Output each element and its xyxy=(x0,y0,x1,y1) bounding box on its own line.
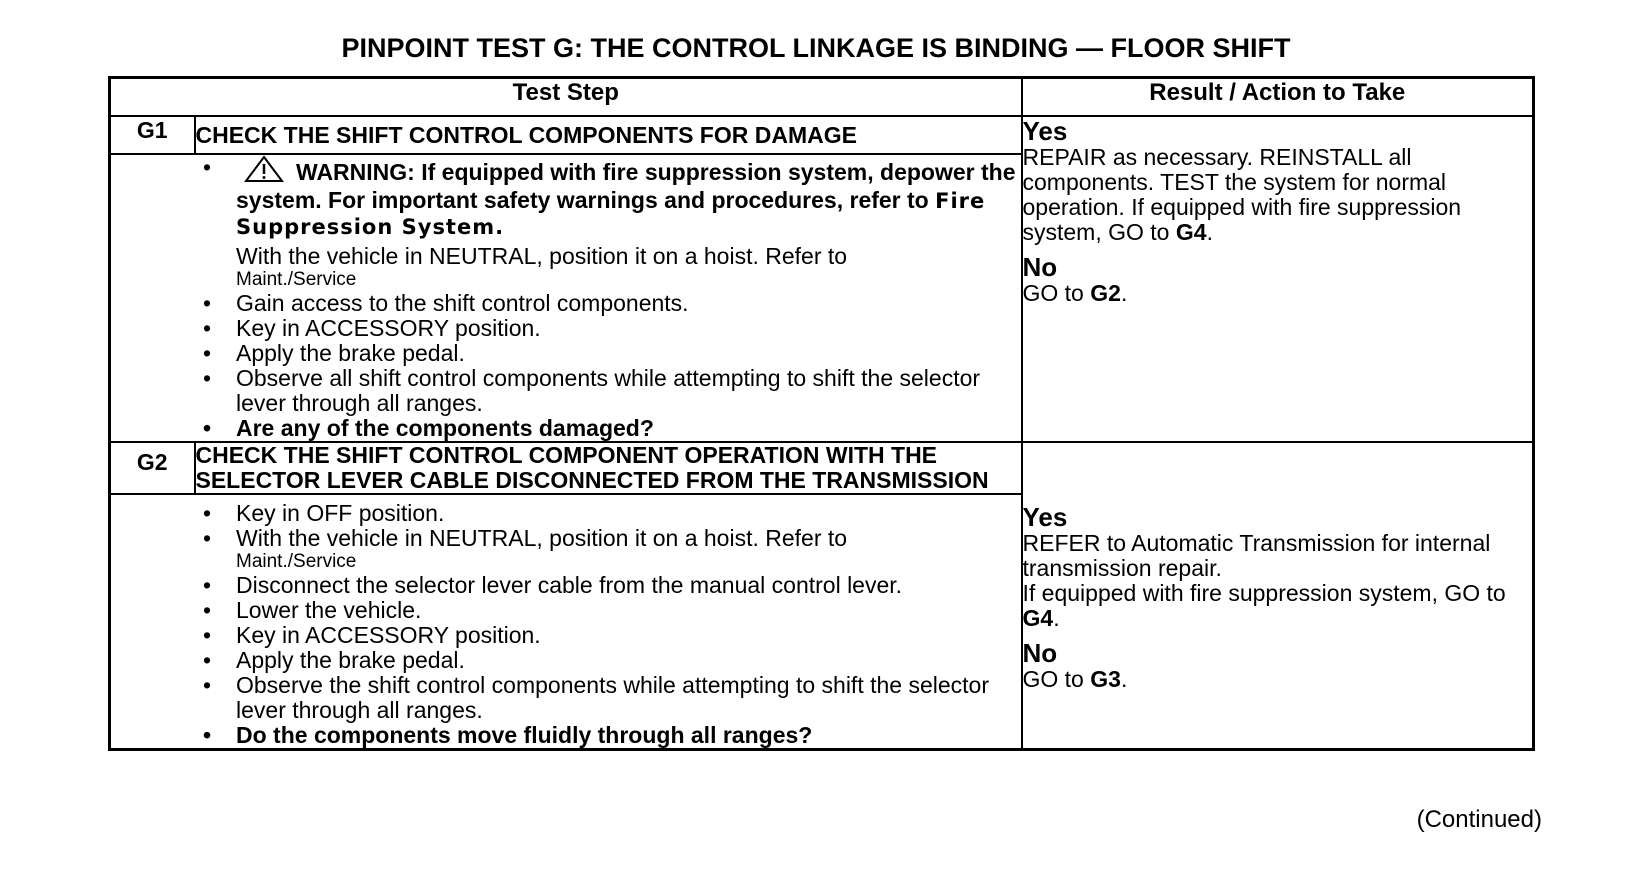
header-test-step: Test Step xyxy=(110,78,1022,117)
g2-result xyxy=(1022,442,1534,750)
g1-question: • Are any of the components damaged? xyxy=(202,415,654,441)
g1-yes-target: G4 xyxy=(1175,219,1207,245)
g1-step-id: G1 xyxy=(110,116,195,154)
g1-step-item: • Gain access to the shift control components. xyxy=(202,290,689,316)
g1-yes-text: REPAIR as necessary. REINSTALL all components. TEST the system for normal operation. If equipped with fire suppression system, GO to xyxy=(1022,144,1462,245)
g1-hoist-ref: Maint./Service xyxy=(236,269,357,290)
g2-no-text: GO to xyxy=(1022,666,1084,692)
g2-no-target: G3 xyxy=(1090,666,1121,692)
warning-triangle-icon xyxy=(244,155,284,188)
g1-step-heading: CHECK THE SHIFT CONTROL COMPONENTS FOR DAMAGE xyxy=(195,116,1022,154)
g2-yes-text2: If equipped with fire suppression system, GO to xyxy=(1022,580,1506,606)
g1-no-label: No xyxy=(1022,252,1058,282)
g2-step-item: • Key in OFF position. xyxy=(202,500,445,526)
g1-warning-item: • WARNING: If equipped with fire suppression system, depower the system. For important safety warnings and procedures, refer to Fire Suppression System. With the vehicle in NEUTRAL, position it on a hoist. Refer to Maint./Service xyxy=(198,155,1021,291)
g2-step-item: • Disconnect the selector lever cable from the manual control lever. xyxy=(202,572,903,598)
g1-no-action: GO to G2. xyxy=(1022,280,1128,306)
g2-yes-label: Yes xyxy=(1022,502,1068,532)
g2-step-item: • Lower the vehicle. xyxy=(202,597,422,623)
pinpoint-test-table xyxy=(108,76,1535,751)
header-row xyxy=(110,78,1534,117)
header-result: Result / Action to Take xyxy=(1022,78,1534,117)
g2-step-item: • Key in ACCESSORY position. xyxy=(202,622,541,648)
g2-step-body xyxy=(110,494,1022,750)
continued-label: (Continued) xyxy=(1416,806,1542,833)
g1-yes-action: REPAIR as necessary. REINSTALL all components. TEST the system for normal operation. If equipped with fire suppression system, GO to G4. xyxy=(1022,144,1462,245)
g2-yes-target: G4 xyxy=(1022,605,1054,631)
page-title: PINPOINT TEST G: THE CONTROL LINKAGE IS BINDING — FLOOR SHIFT xyxy=(341,33,1291,63)
g1-no-target: G2 xyxy=(1090,280,1121,306)
g2-yes-text1: REFER to Automatic Transmission for internal transmission repair. xyxy=(1022,530,1491,581)
g2-hoist-item: • With the vehicle in NEUTRAL, position it on a hoist. Refer to Maint./Service xyxy=(198,526,1021,573)
g2-heading-row xyxy=(110,442,1534,494)
g2-question: • Do the components move fluidly through all ranges? xyxy=(202,722,813,748)
g1-hoist-text: With the vehicle in NEUTRAL, position it on a hoist. Refer to xyxy=(236,243,848,269)
g1-step-item: • Key in ACCESSORY position. xyxy=(202,315,541,341)
g2-hoist-ref: Maint./Service xyxy=(236,551,357,572)
g2-step-id: G2 xyxy=(110,442,195,494)
g2-step-item: • Apply the brake pedal. xyxy=(202,647,465,673)
g1-step-body xyxy=(110,154,1022,442)
g1-yes-label: Yes xyxy=(1022,116,1068,146)
g1-step-item: • Apply the brake pedal. xyxy=(202,340,465,366)
g1-heading-row xyxy=(110,116,1534,154)
g2-no-label: No xyxy=(1022,638,1058,668)
g1-step-item: • Observe all shift control components while attempting to shift the selector lever through all ranges. xyxy=(202,365,981,416)
g2-yes-action: If equipped with fire suppression system, GO to G4. xyxy=(1022,580,1506,631)
g2-step-heading: CHECK THE SHIFT CONTROL COMPONENT OPERATION WITH THE SELECTOR LEVER CABLE DISCONNECTED FROM THE TRANSMISSION xyxy=(195,442,1022,494)
g2-no-action: GO to G3. xyxy=(1022,666,1128,692)
g1-result xyxy=(1022,116,1534,442)
g1-no-text: GO to xyxy=(1022,280,1084,306)
g1-warning-text: WARNING: If equipped with fire suppression system, depower the system. For important safety warnings and procedures, refer to xyxy=(236,159,1016,213)
g1-warning-ref: Fire Suppression System. xyxy=(236,189,986,239)
g2-step-item: • Observe the shift control components while attempting to shift the selector lever through all ranges. xyxy=(202,672,989,723)
